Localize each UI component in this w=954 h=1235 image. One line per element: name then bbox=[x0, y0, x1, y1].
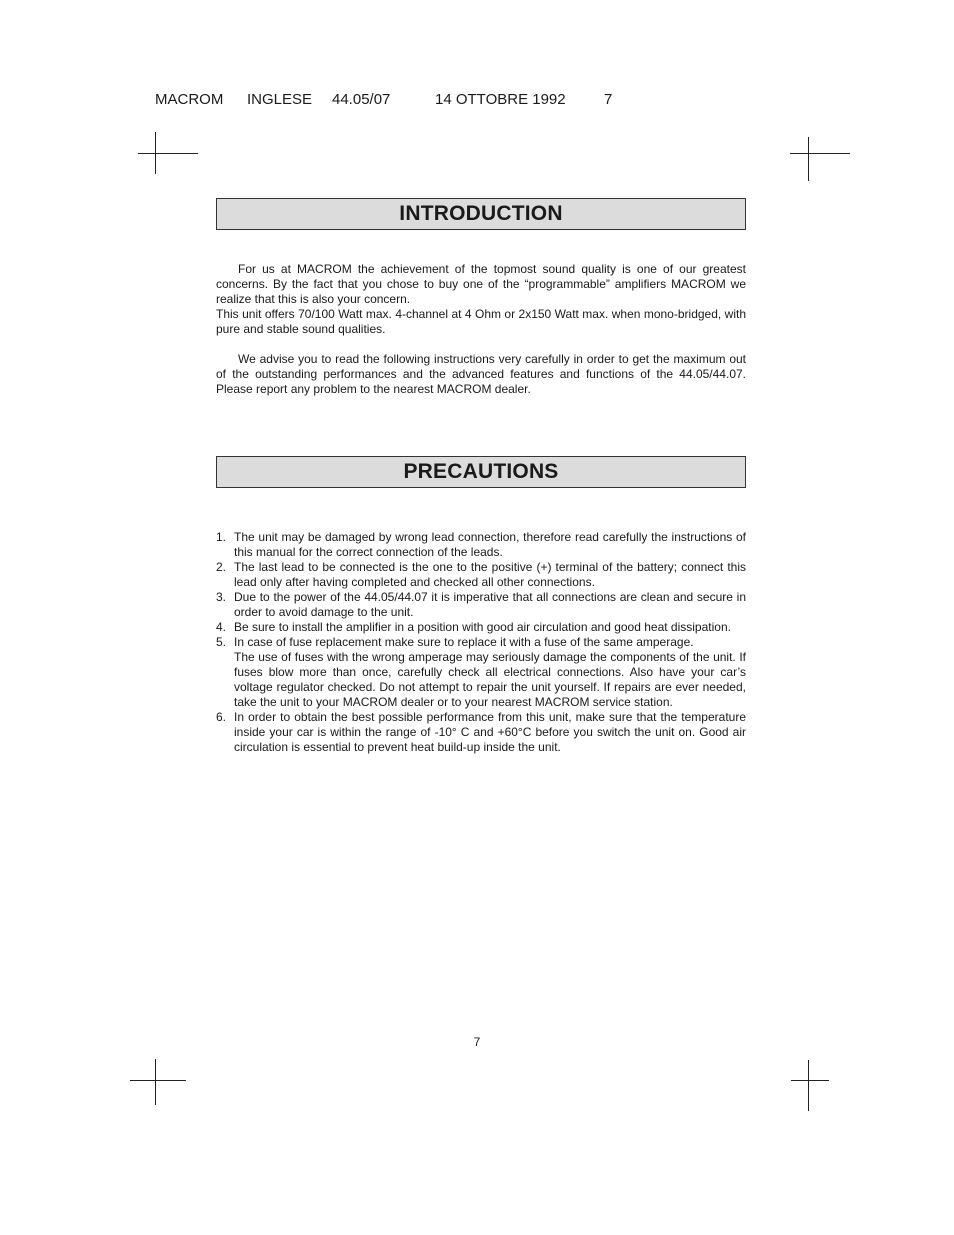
list-item-number: 2. bbox=[216, 560, 227, 574]
header-model: 44.05/07 bbox=[332, 91, 391, 108]
list-item-number: 4. bbox=[216, 620, 227, 634]
list-item-number: 3. bbox=[216, 590, 227, 604]
list-item bbox=[216, 635, 746, 710]
list-item bbox=[216, 560, 746, 590]
list-item-text: In order to obtain the best possible performance from this unit, make sure that the temperature inside your car is within the range of -10° C and +60°C before you switch the unit on. Good air circulation is essential to prevent heat build-up inside the unit. bbox=[234, 710, 746, 754]
crop-mark-bottom-left-h bbox=[130, 1080, 186, 1081]
list-item bbox=[216, 710, 746, 755]
introduction-paragraph-2: We advise you to read the following instructions very carefully in order to get the maximum out of the outstanding performances and the advanced features and functions of the 44.05/44.07. Please report any problem to the nearest MACROM dealer. bbox=[216, 352, 746, 396]
crop-mark-bottom-right-v bbox=[808, 1060, 809, 1111]
list-item bbox=[216, 530, 746, 560]
list-item-number: 1. bbox=[216, 530, 227, 544]
crop-mark-bottom-left-v bbox=[155, 1059, 156, 1105]
introduction-paragraph-1b: This unit offers 70/100 Watt max. 4-channel at 4 Ohm or 2x150 Watt max. when mono-bridged, with pure and stable sound qualities. bbox=[216, 307, 746, 336]
precautions-list bbox=[216, 530, 746, 755]
list-item-text: The last lead to be connected is the one to the positive (+) terminal of the battery; connect this lead only after having completed and checked all other connections. bbox=[234, 560, 746, 589]
list-item bbox=[216, 590, 746, 620]
crop-mark-top-left-v bbox=[155, 132, 156, 174]
list-item-number: 6. bbox=[216, 710, 227, 724]
crop-mark-bottom-right-h bbox=[791, 1080, 829, 1081]
header-language: INGLESE bbox=[247, 91, 313, 108]
list-item-number: 5. bbox=[216, 635, 227, 649]
header-date: 14 OTTOBRE 1992 bbox=[435, 91, 566, 108]
introduction-paragraph-1: For us at MACROM the achievement of the topmost sound quality is one of our greatest concerns. By the fact that you chose to buy one of the “programmable” amplifiers MACROM we realize that this is also your concern. bbox=[216, 262, 746, 306]
list-item-text: The unit may be damaged by wrong lead connection, therefore read carefully the instructions of this manual for the correct connection of the leads. bbox=[234, 530, 746, 559]
crop-mark-top-left-h bbox=[138, 153, 198, 154]
header-page: 7 bbox=[604, 91, 613, 108]
introduction-title: INTRODUCTION bbox=[216, 198, 746, 230]
list-item-text: Be sure to install the amplifier in a position with good air circulation and good heat dissipation. bbox=[234, 620, 731, 634]
crop-mark-top-right-h bbox=[790, 153, 850, 154]
precautions-title: PRECAUTIONS bbox=[216, 456, 746, 488]
list-item-extra-text: The use of fuses with the wrong amperage may seriously damage the components of the unit. If fuses blow more than once, carefully check all electrical connections. Also have your car’s voltage regulator checked. Do not attempt to repair the unit yourself. If repairs are ever needed, take the unit to your MACROM dealer or to your nearest MACROM service station. bbox=[234, 650, 746, 709]
list-item bbox=[216, 620, 746, 635]
list-item-text: In case of fuse replacement make sure to replace it with a fuse of the same amperage. bbox=[234, 635, 694, 649]
crop-mark-top-right-v bbox=[808, 137, 809, 181]
list-item-text: Due to the power of the 44.05/44.07 it is imperative that all connections are clean and secure in order to avoid damage to the unit. bbox=[234, 590, 746, 619]
header-brand: MACROM bbox=[155, 91, 224, 108]
page-number: 7 bbox=[473, 1035, 481, 1049]
